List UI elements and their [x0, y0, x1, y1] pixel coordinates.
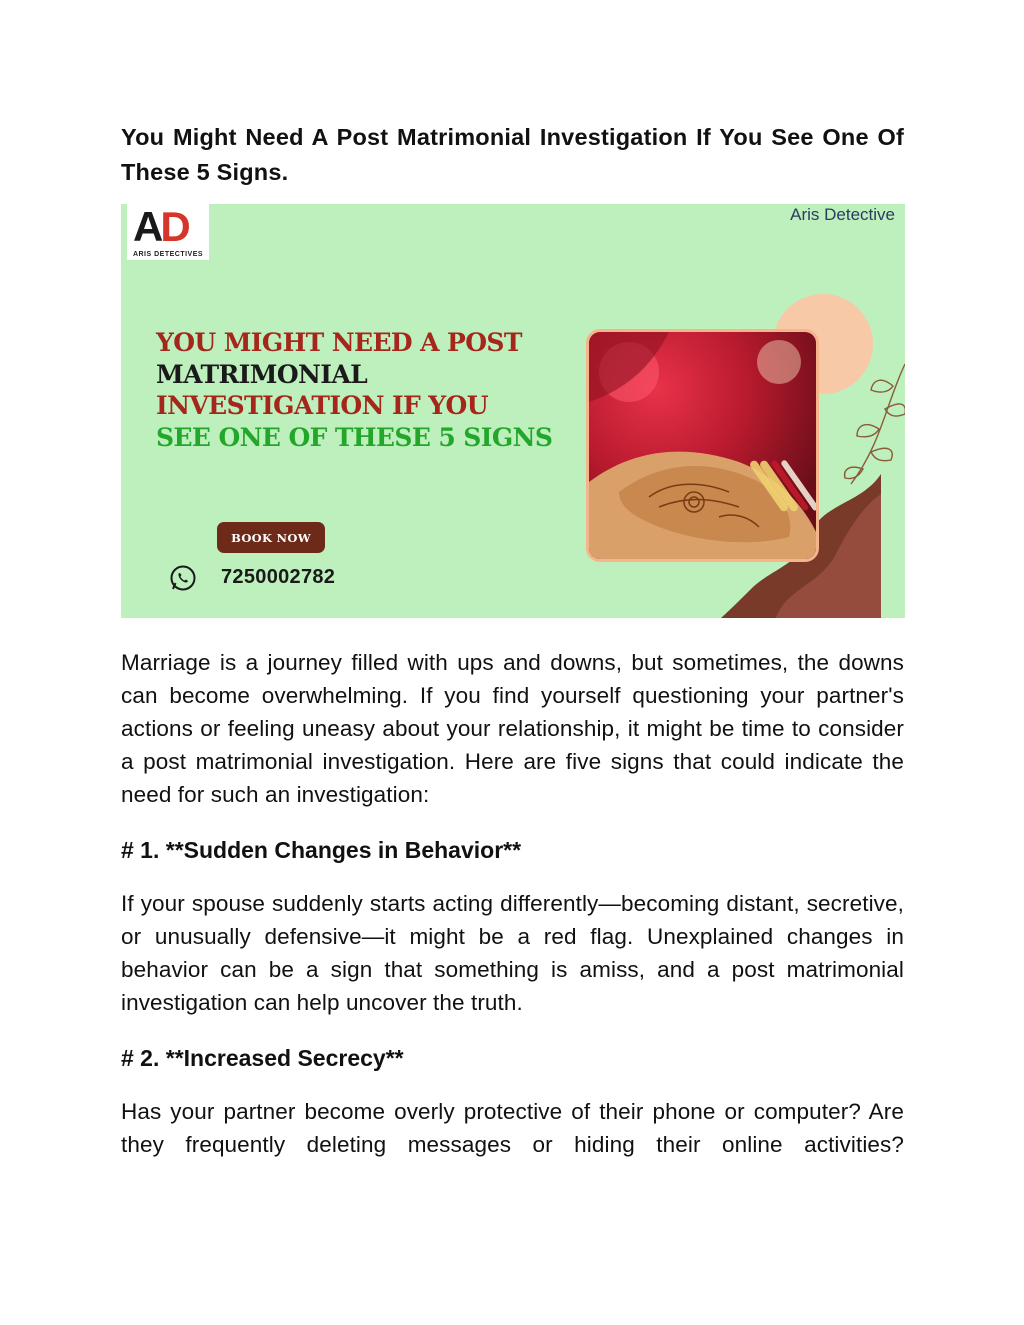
headline-line-4: SEE ONE OF THESE 5 SIGNS — [156, 422, 553, 452]
whatsapp-icon — [169, 564, 197, 592]
logo-subtext: ARIS DETECTIVES — [132, 251, 204, 258]
section-2-heading: # 2. **Increased Secrecy** — [121, 1045, 404, 1071]
section-2-body: Has your partner become overly protective of their phone or computer? Are they frequently deleting messages or hiding their online activities? — [121, 1099, 904, 1157]
document-title: You Might Need A Post Matrimonial Investigation If You See One Of These 5 Signs. — [121, 124, 904, 185]
company-logo — [127, 204, 209, 260]
brand-name: Aris Detective — [790, 205, 895, 224]
intro-paragraph: Marriage is a journey filled with ups and downs, but sometimes, the downs can become overwhelming. If you find yourself questioning your partner's actions or feeling uneasy about your relationship, it might be time to consider a post matrimonial investigation. Here are five signs that could indicate the need for such an investigation: — [121, 650, 904, 807]
headline-line-3: INVESTIGATION IF YOU — [156, 391, 488, 420]
book-now-button[interactable]: BOOK NOW — [217, 522, 325, 553]
phone-number: 7250002782 — [221, 566, 336, 588]
document-page — [121, 120, 904, 1161]
headline-line-1: YOU MIGHT NEED A POST — [156, 328, 522, 357]
promo-banner — [121, 204, 905, 618]
logo-mark: AD — [133, 204, 188, 250]
wedding-hands-photo — [586, 329, 819, 562]
banner-headline — [156, 327, 552, 453]
henna-hands-image — [589, 332, 816, 559]
headline-line-2: MATRIMONIAL — [156, 359, 368, 389]
section-1-body: If your spouse suddenly starts acting differently—becoming distant, secretive, or unusually defensive—it might be a red flag. Unexplained changes in behavior can be a sign that something is amiss, and a post matrimonial investigation can help uncover the truth. — [121, 891, 904, 1015]
section-1-heading: # 1. **Sudden Changes in Behavior** — [121, 837, 522, 863]
